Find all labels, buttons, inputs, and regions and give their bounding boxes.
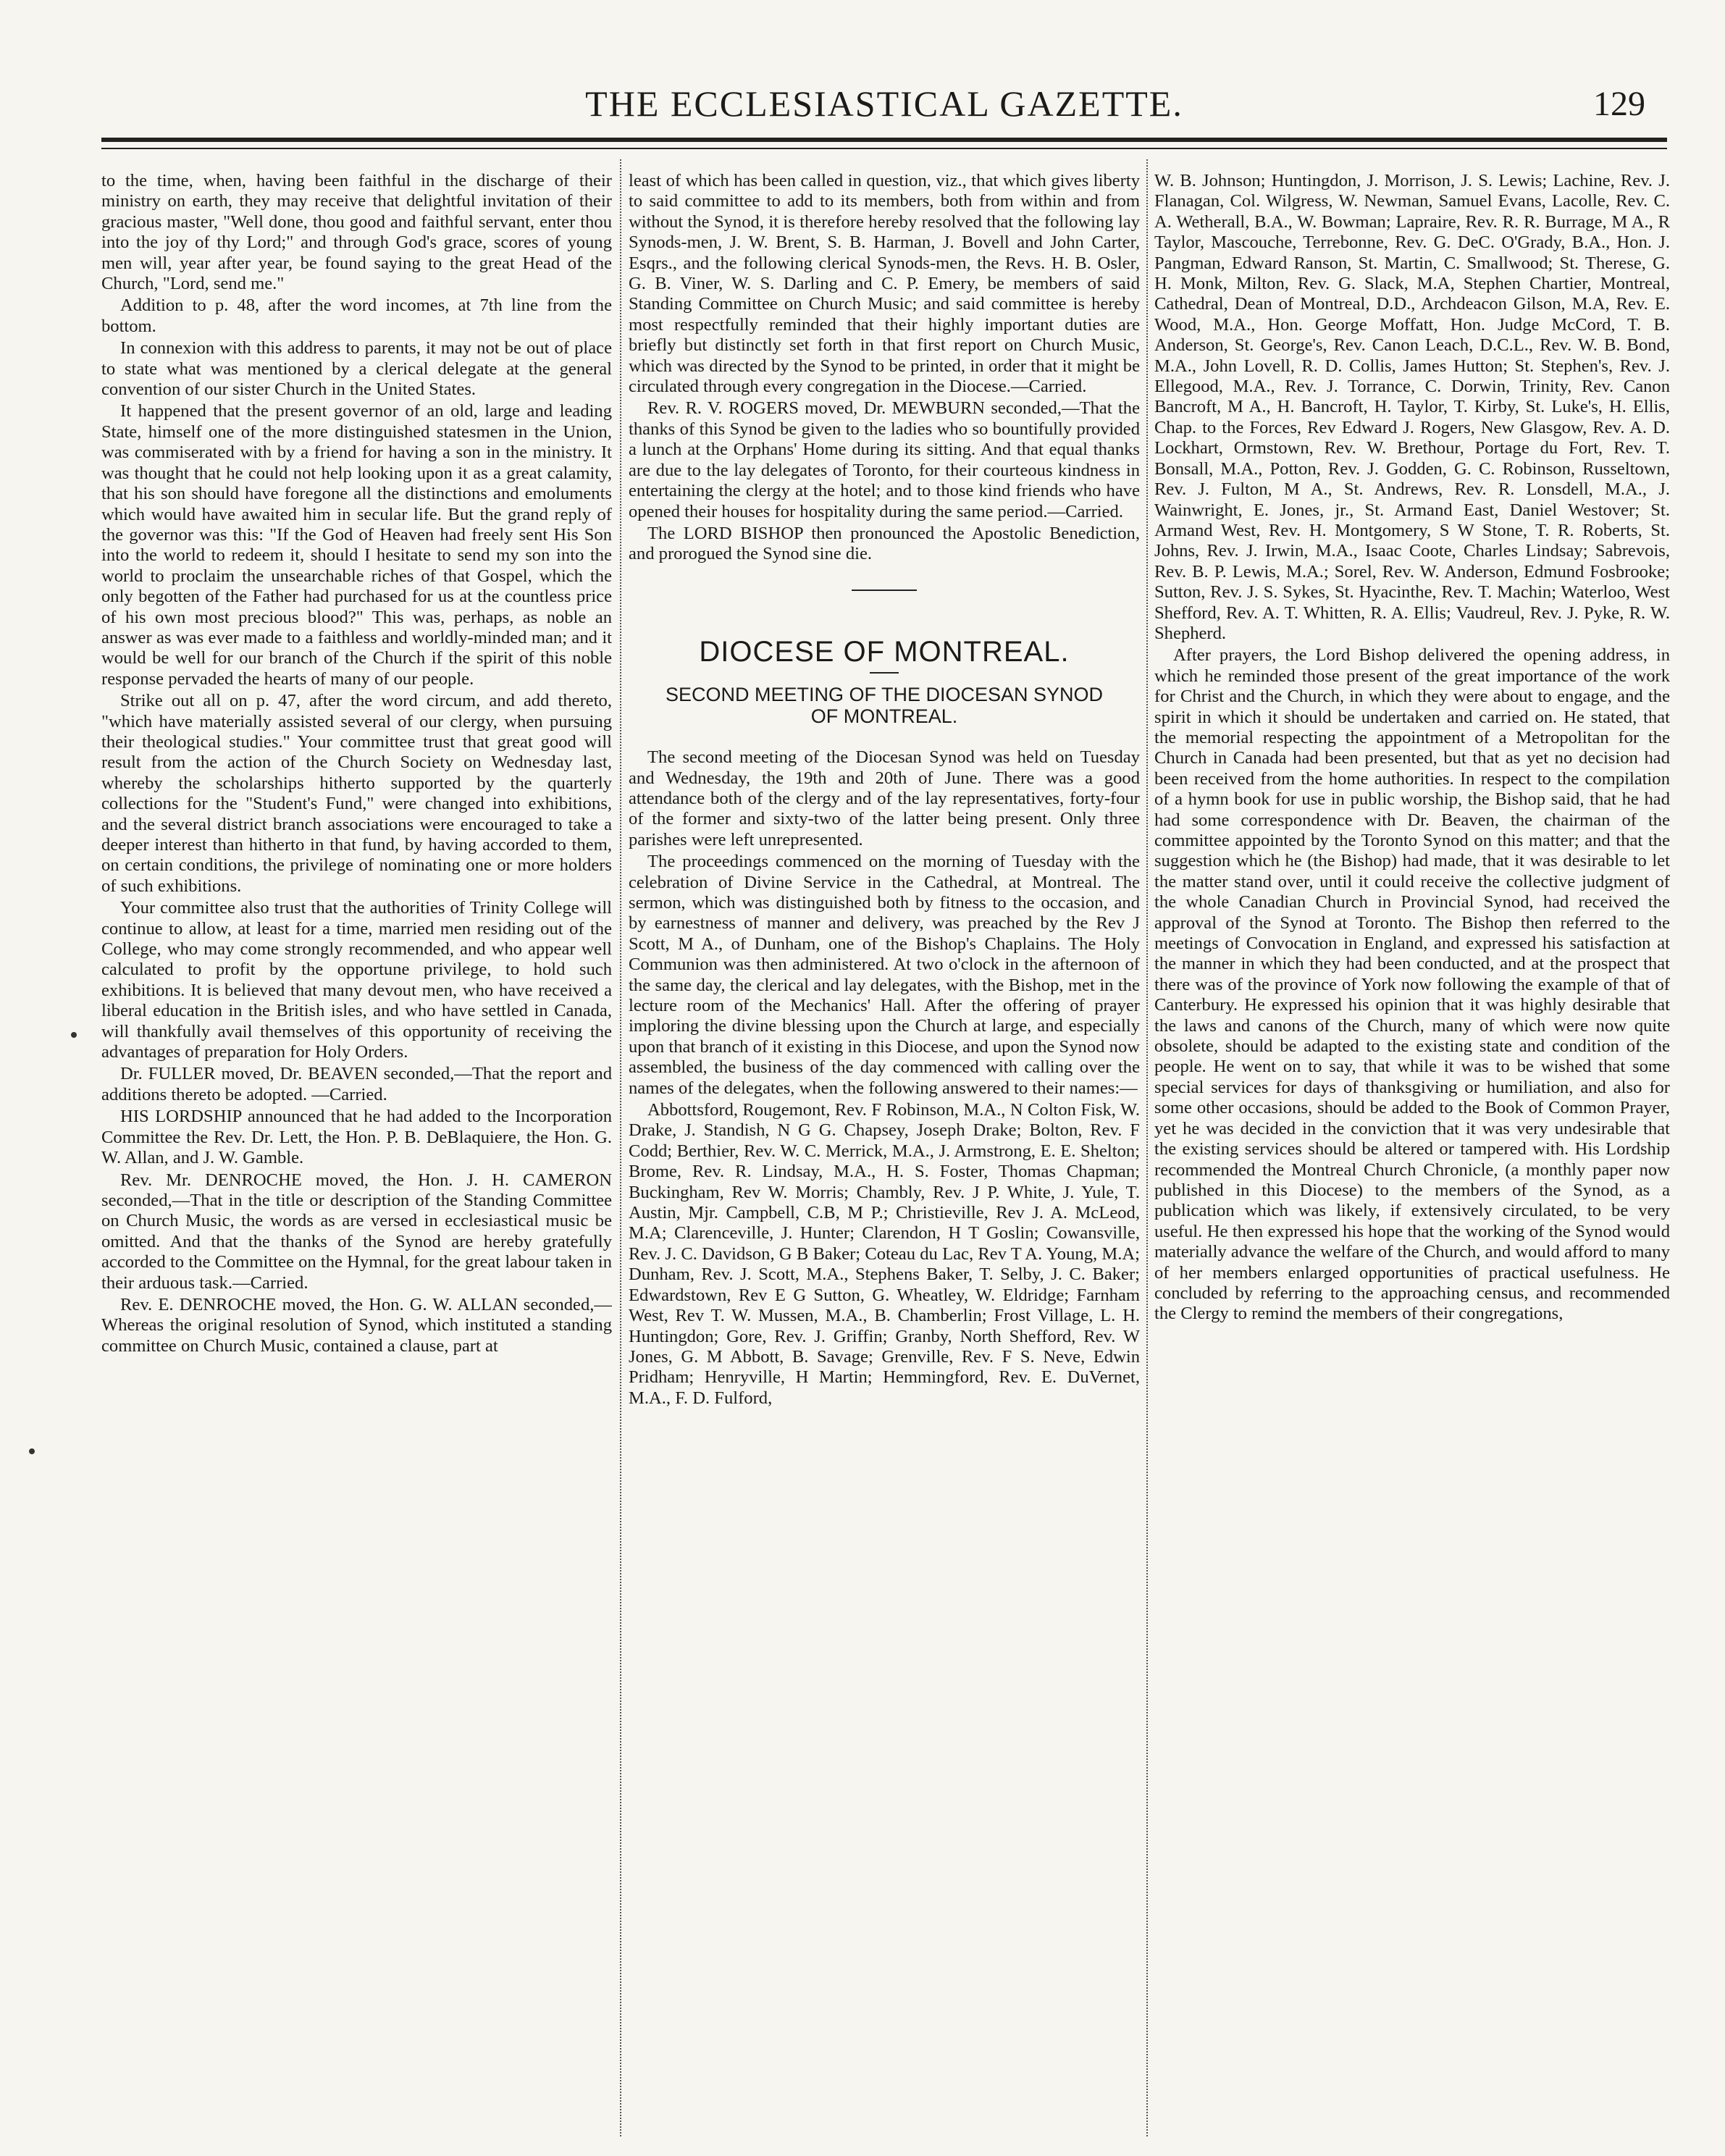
- paragraph: Strike out all on p. 47, after the word circum, and add thereto, "which have materially assisted several of our clergy, when pursuing their theological studies." Your committee trust that great good will result from the action of the Church Society on Wednesday last, whereby the scholarships hitherto supported by the quarterly collections for the "Student's Fund," were changed into exhibitions, and the several district branch associations were encouraged to take a deeper interest than hitherto in that fund, by having accorded to them, on certain conditions, the privilege of nominating one or more holders of such exhibitions.: [101, 691, 612, 896]
- column-divider: [620, 159, 621, 2136]
- column-3: [1154, 171, 1670, 2134]
- column-1: [101, 171, 612, 2134]
- paragraph: HIS LORDSHIP announced that he had added to the Incorporation Committee the Rev. Dr. Lett, the Hon. P. B. DeBlaquiere, the Hon. G. W. Allan, and J. W. Gamble.: [101, 1107, 612, 1168]
- margin-dot: [71, 1032, 77, 1038]
- paragraph: The second meeting of the Diocesan Synod was held on Tuesday and Wednesday, the 19th and 20th of June. There was a good attendance both of the clergy and of the lay representatives, forty-four of the former and sixty-two of the latter being present. Only three parishes were left unrepresented.: [629, 747, 1140, 850]
- paragraph: The proceedings commenced on the morning of Tuesday with the celebration of Divine Service in the Cathedral, at Montreal. The sermon, which was distinguished both by fitness to the occasion, and by earnestness of manner and delivery, was preached by the Rev J Scott, M A., of Dunham, one of the Bishop's Chaplains. The Holy Communion was then administered. At two o'clock in the afternoon of the same day, the clerical and lay delegates, with the Bishop, met in the lecture room of the Mechanics' Hall. After the offering of prayer imploring the divine blessing upon the Church at large, and especially upon that branch of it existing in this Diocese, and upon the Synod now assembled, the business of the day commenced with calling over the names of the delegates, when the following answered to their names:—: [629, 852, 1140, 1098]
- paragraph: Rev. R. V. ROGERS moved, Dr. MEWBURN seconded,—That the thanks of this Synod be given to the ladies who so bountifully provided a lunch at the Orphans' Home during its sitting. And that equal thanks are due to the lay delegates of Toronto, for their courteous kindness in entertaining the clergy at the hotel; and to those kind friends who have opened their houses for hospitality during the same period.—Carried.: [629, 398, 1140, 521]
- page-number: 129: [1593, 85, 1645, 123]
- running-title: THE ECCLESIASTICAL GAZETTE.: [585, 83, 1183, 124]
- paragraph: Dr. FULLER moved, Dr. BEAVEN seconded,—That the report and additions thereto be adopted. —Carried.: [101, 1064, 612, 1104]
- paragraph: Rev. E. DENROCHE moved, the Hon. G. W. ALLAN seconded,—Whereas the original resolution of Synod, which instituted a standing committee on Church Music, contained a clause, part at: [101, 1294, 612, 1356]
- title-dash: [870, 672, 899, 674]
- paragraph: It happened that the present governor of an old, large and leading State, himself one of the more distinguished statesmen in the Union, was commiserated with by a friend for having a son in the ministry. It was thought that he could not help looking upon it as a great calamity, that his son should have foregone all the distinctions and emoluments which would have awaited him in secular life. But the grand reply of the governor was this: "If the God of Heaven had freely sent His Son into the world to redeem it, should I hesitate to send my son into the world to proclaim the unsearchable riches of that Gospel, which the only begotten of the Father had purchased for us at the countless price of his own most precious blood?" This was, perhaps, as noble an answer as was ever made to a faithless and worldly-minded man; and it would be well for our branch of the Church if the spirit of this noble response pervaded the hearts of many of our people.: [101, 401, 612, 689]
- paragraph: Addition to p. 48, after the word incomes, at 7th line from the bottom.: [101, 295, 612, 336]
- column-2: [629, 171, 1140, 2134]
- paragraph: Your committee also trust that the authorities of Trinity College will continue to allow, at least for a time, married men residing out of the College, who may come strongly recommended, and who appear well calculated to profit by the opportune privilege, to hold such exhibitions. It is believed that many devout men, who have received a liberal education in the British isles, and who have settled in Canada, will thankfully avail themselves of this opportunity of receiving the advantages of preparation for Holy Orders.: [101, 898, 612, 1062]
- running-head: [109, 78, 1660, 129]
- paragraph: The LORD BISHOP then pronounced the Apostolic Benediction, and prorogued the Synod sine die.: [629, 523, 1140, 564]
- header-rule-thin: [101, 148, 1667, 149]
- paragraph: W. B. Johnson; Huntingdon, J. Morrison, J. S. Lewis; Lachine, Rev. J. Flanagan, Col. Wilgress, W. Newman, Samuel Evans, Lacolle, Rev. C. A. Wetherall, B.A., W. Bowman; Lapraire, Rev. R. R. Burrage, M A., R Taylor, Mascouche, Terrebonne, Rev. G. DeC. O'Grady, B.A., Hon. J. Pangman, Edward Ranson, St. Martin, C. Smallwood; St. Therese, G. H. Monk, Milton, Rev. G. Slack, M.A, Stephen Chartier, Montreal, Cathedral, Dean of Montreal, D.D., Archdeacon Gilson, M.A, Rev. E. Wood, M.A., Hon. George Moffatt, Hon. Judge McCord, T. B. Anderson, St. George's, Rev. Canon Leach, D.C.L., Rev. W. B. Bond, M.A., John Lovell, R. D. Collis, James Hutton; St. Stephen's, Rev. J. Ellegood, M.A., Rev. J. Torrance, C. Dorwin, Trinity, Rev. Canon Bancroft, M A., H. Bancroft, H. Taylor, T. Kirby, St. Luke's, H. Ellis, Chap. to the Forces, Rev Edward J. Rogers, New Glasgow, Rev. A. D. Lockhart, Ormstown, Rev. W. Brethour, Portage du Fort, Rev. T. Bonsall, M.A., Potton, Rev. J. Godden, G. C. Robinson, Russeltown, Rev. J. Fulton, M A., St. Andrews, Rev. R. Lonsdell, M.A., J. Wainwright, E. Jones, jr., St. Armand East, Daniel Westover; St. Armand West, Rev. H. Montgomery, S W Stone, T. R. Roberts, St. Johns, Rev. J. Irwin, M.A., Isaac Coote, Charles Lindsay; Sabrevois, Rev. B. P. Lewis, M.A.; Sorel, Rev. W. Anderson, Edmund Fosbrooke; Sutton, Rev. J. S. Sykes, St. Hyacinthe, Rev. T. Machin; Waterloo, West Shefford, Rev. A. T. Whitten, R. A. Ellis; Vaudreul, Rev. J. Pyke, R. W. Shepherd.: [1154, 171, 1670, 643]
- paragraph: Rev. Mr. DENROCHE moved, the Hon. J. H. CAMERON seconded,—That in the title or description of the Standing Committee on Church Music, the words as are versed in ecclesiastical music be omitted. And that the thanks of the Synod are hereby gratefully accorded to the Committee on the Hymnal, for the great labour taken in their arduous task.—Carried.: [101, 1170, 612, 1293]
- section-title: DIOCESE OF MONTREAL.: [699, 635, 1070, 668]
- paragraph: After prayers, the Lord Bishop delivered the opening address, in which he reminded those present of the great importance of the work for Christ and the Church, in which they were about to engage, and the spirit in which it should be undertaken and carried on. He stated, that the memorial respecting the appointment of a Metropolitan for the Church in Canada had been presented, but that as yet no decision had been received from the home authorities. In respect to the compilation of a hymn book for use in public worship, the Bishop said, that he had had some correspondence with Dr. Beaven, the chairman of the committee appointed by the Toronto Synod on this matter; and that the suggestion which he (the Bishop) had made, that it was desirable to let the matter stand over, until it could receive the collective judgment of the whole Canadian Church in Provincial Synod, had received the approval of the Synod at Toronto. The Bishop then referred to the meetings of Convocation in England, and expressed his satisfaction at the manner in which they had been conducted, and at the prospect that there was of the province of York now following the example of that of Canterbury. He expressed his opinion that it was highly desirable that the laws and canons of the Church, many of which were now quite obsolete, should be adapted to the existing state and condition of the people. He went on to say, that while it was to be wished that some special services for days of thanksgiving or humiliation, and also for some other occasions, should be added to the Book of Common Prayer, yet he was decided in the conviction that it was very undesirable that the existing services should be altered or tampered with. His Lordship recommended the Montreal Church Chronicle, (a monthly paper now published in this Diocese) to the members of the Synod, as a publication which was likely, if extensively circulated, to be very useful. He then expressed his hope that the working of the Synod would materially advance the welfare of the Church, and would afford to many of her members enlarged opportunities of practical usefulness. He concluded by referring to the approaching census, and recommended the Clergy to remind the members of their congregations,: [1154, 645, 1670, 1324]
- header-rule-thick: [101, 138, 1667, 142]
- paragraph: In connexion with this address to parents, it may not be out of place to state what was mentioned by a clerical delegate at the general convention of our sister Church in the United States.: [101, 338, 612, 400]
- paragraph: Abbottsford, Rougemont, Rev. F Robinson, M.A., N Colton Fisk, W. Drake, J. Standish, N G G. Chapsey, Joseph Drake; Bolton, Rev. F Codd; Berthier, Rev. W. C. Merrick, M.A., J. Armstrong, E. E. Shelton; Brome, Rev. R. Lindsay, M.A., H. S. Foster, Thomas Chapman; Buckingham, Rev W. Morris; Chambly, Rev. J P. White, J. Yule, T. Austin, Mjr. Campbell, C.B, M P.; Christieville, Rev J. A. McLeod, M.A; Clarenceville, J. Hunter; Clarendon, H T Goslin; Cowansville, Rev. J. C. Davidson, G B Baker; Coteau du Lac, Rev T A. Young, M.A; Dunham, Rev. J. Scott, M.A., Stephens Baker, T. Selby, J. C. Baker; Edwardstown, Rev E G Sutton, G. Wheatley, W. Eldridge; Farnham West, Rev T. W. Mussen, M.A., B. Chamberlin; Frost Village, L. H. Huntingdon; Gore, Rev. J. Griffin; Granby, North Shefford, Rev. W Jones, G. M Abbott, B. Savage; Grenville, Rev. F S. Neve, Edwin Pridham; Henryville, H Martin; Hemmingford, Rev. E. DuVernet, M.A., F. D. Fulford,: [629, 1100, 1140, 1408]
- paragraph: least of which has been called in question, viz., that which gives liberty to said committee to add to its members, both from within and from without the Synod, it is therefore hereby resolved that the following lay Synods-men, J. W. Brent, S. B. Harman, J. Bovell and John Carter, Esqrs., and the following clerical Synods-men, the Revs. H. B. Osler, G. B. Viner, W. S. Darling and C. P. Emery, be members of said Standing Committee on Church Music; and said committee is hereby most respectfully reminded that their highly important duties are briefly but distinctly set forth in that first report on Church Music, which was directed by the Synod to be printed, in order that it might be circulated through every congregation in the Diocese.—Carried.: [629, 171, 1140, 397]
- section-separator: [852, 590, 917, 591]
- margin-dot: [29, 1448, 35, 1454]
- paragraph: to the time, when, having been faithful in the discharge of their ministry on earth, they may receive that delightful invitation of their gracious master, "Well done, thou good and faithful servant, enter thou into the joy of thy Lord;" and through God's grace, scores of young men will, year after year, be found saying to the great Head of the Church, "Lord, send me.": [101, 171, 612, 294]
- column-divider: [1146, 159, 1148, 2136]
- section-subtitle: SECOND MEETING OF THE DIOCESAN SYNOD OF MONTREAL.: [665, 684, 1104, 728]
